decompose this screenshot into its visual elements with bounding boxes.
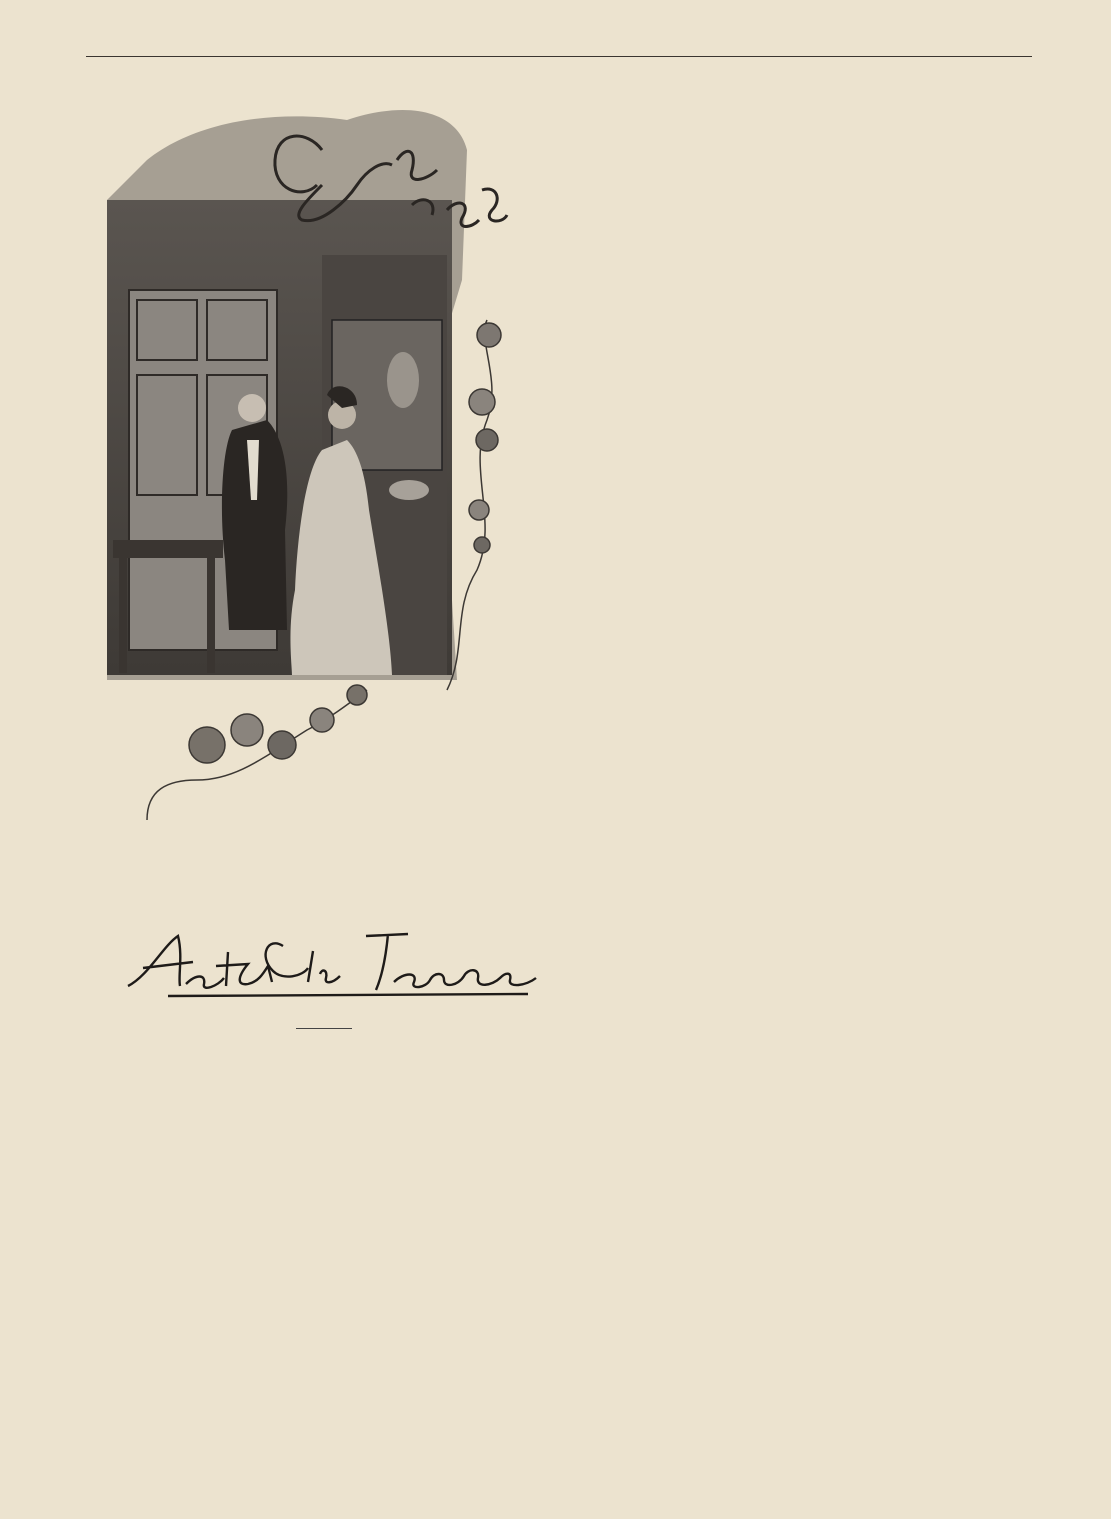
divider-rule: [296, 1028, 352, 1029]
flower-vine-right: [447, 320, 501, 690]
running-header: [86, 30, 1032, 57]
author-signature: [108, 916, 548, 1002]
right-column: [572, 80, 1032, 138]
illustration: [107, 90, 547, 830]
left-column: [108, 1061, 548, 1099]
scene-picture: [107, 200, 452, 675]
flower-cluster-bottom: [147, 685, 367, 820]
